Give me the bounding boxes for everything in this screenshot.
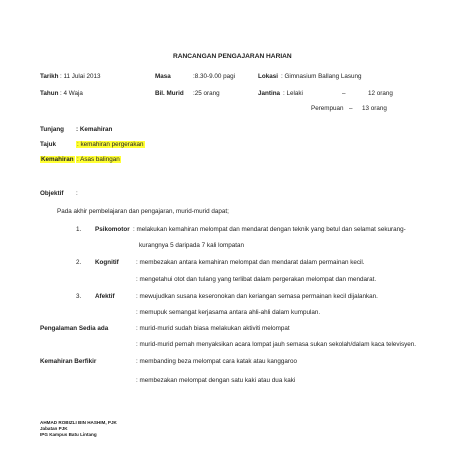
footer-department: Jabatan PJK xyxy=(40,426,68,431)
tahun-label: Tahun xyxy=(40,90,59,97)
objective-domain-psikomotor: Psikomotor xyxy=(95,226,130,233)
masa-value: :8.30-9.00 pagi xyxy=(193,73,236,80)
lokasi-value: : Gimnasium Ballang Lasung xyxy=(281,73,362,80)
footer-author: AHMAD ROBIZLI BIN HASHIM, PJK xyxy=(40,420,117,425)
kemahiran-value: : Asas balingan xyxy=(77,156,120,163)
objective-number: 1. xyxy=(76,226,82,233)
tahun-value: : 4 Waja xyxy=(60,90,83,97)
objective-number: 2. xyxy=(76,259,82,266)
objektif-colon: : xyxy=(76,190,78,197)
objective-domain-kognitif: Kognitif xyxy=(95,259,119,266)
objective-line: : membezakan antara kemahiran melompat dan mendarat dalam permainan kecil. xyxy=(136,259,365,266)
berfikir-line: : membezakan melompat dengan satu kaki atau dua kaki xyxy=(136,377,296,384)
objektif-intro: Pada akhir pembelajaran dan pengajaran, murid-murid dapat; xyxy=(57,208,229,215)
objective-number: 3. xyxy=(76,293,82,300)
berfikir-line: : membanding beza melompat cara katak atau kanggaroo xyxy=(136,358,298,365)
lokasi-label: Lokasi xyxy=(258,73,278,80)
bil-murid-label: Bil. Murid xyxy=(155,90,184,97)
objective-domain-afektif: Afektif xyxy=(95,293,115,300)
objective-line: : mengetahui otot dan tulang yang terlibat dalam pergerakan melompat dan mendarat. xyxy=(136,276,377,283)
objective-line: kurangnya 5 daripada 7 kali lompatan xyxy=(139,242,245,249)
jantina-male: : Lelaki xyxy=(283,90,303,97)
jantina-female: Perempuan xyxy=(311,105,344,112)
footer-institution: IPG Kampus Batu Lintang xyxy=(40,432,97,437)
objective-line: : mewujudkan susana keseronokan dan keriangan semasa permainan kecil dijalankan. xyxy=(136,293,378,300)
berfikir-label: Kemahiran Berfikir xyxy=(40,358,97,365)
jantina-male-dash: – xyxy=(342,90,346,97)
bil-murid-value: :25 orang xyxy=(193,90,220,97)
kemahiran-label: Kemahiran xyxy=(41,156,74,163)
tunjang-label: Tunjang xyxy=(40,126,65,133)
objective-line: : memupuk semangat kerjasama antara ahli-ahli dalam kumpulan. xyxy=(136,309,321,316)
tunjang-value: : Kemahiran xyxy=(76,126,113,133)
pengalaman-line: : murid-murid sudah biasa melakukan aktiviti melompat xyxy=(136,325,290,332)
pengalaman-line: : murid-murid pernah menyaksikan acara lompat jauh semasa sukan sekolah/dalam kaca televisyen. xyxy=(136,341,416,348)
objective-line: : melakukan kemahiran melompat dan mendarat dengan teknik yang betul dan selamat sekurang- xyxy=(133,226,406,233)
tarikh-label: Tarikh xyxy=(40,73,59,80)
objektif-label: Objektif xyxy=(40,190,64,197)
jantina-male-count: 12 orang xyxy=(368,90,393,97)
tajuk-label: Tajuk xyxy=(40,141,56,148)
pengalaman-label: Pengalaman Sedia ada xyxy=(40,325,109,332)
tajuk-value: : kemahiran pergerakan xyxy=(77,141,144,148)
jantina-label: Jantina xyxy=(258,90,281,97)
tarikh-value: : 11 Julai 2013 xyxy=(60,73,101,80)
masa-label: Masa xyxy=(155,73,171,80)
page-title: RANCANGAN PENGAJARAN HARIAN xyxy=(173,53,292,60)
jantina-female-dash: – xyxy=(349,105,353,112)
jantina-female-count: 13 orang xyxy=(362,105,387,112)
